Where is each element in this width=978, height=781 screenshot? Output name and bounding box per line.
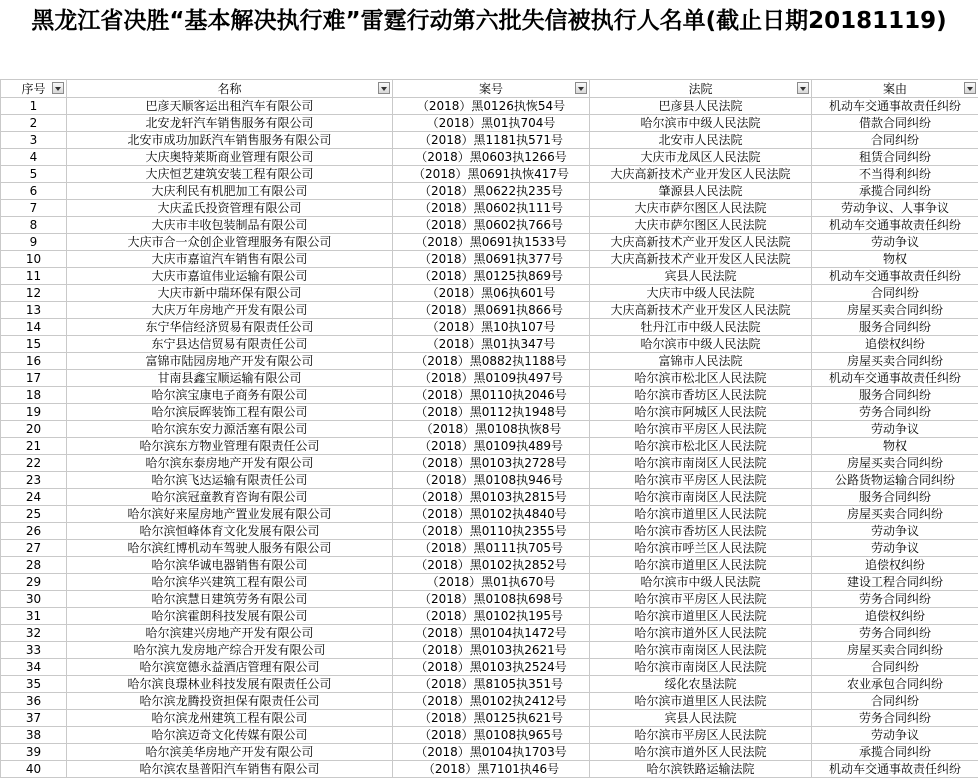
cell-name[interactable]: 大庆市嘉谊汽车销售有限公司 — [67, 251, 393, 268]
cell-court[interactable]: 哈尔滨市道里区人民法院 — [590, 506, 812, 523]
table-row — [1, 166, 978, 183]
cell-name[interactable]: 甘南县鑫宝顺运输有限公司 — [67, 370, 393, 387]
cell-case-number[interactable]: （2018）黑0104执1703号 — [393, 744, 590, 761]
table-row — [1, 676, 978, 693]
cell-court[interactable]: 大庆高新技术产业开发区人民法院 — [590, 166, 812, 183]
cell-index[interactable]: 24 — [1, 489, 67, 506]
cell-case-number[interactable]: （2018）黑06执601号 — [393, 285, 590, 302]
cell-case-number[interactable]: （2018）黑8105执351号 — [393, 676, 590, 693]
cell-case-number[interactable]: （2018）黑0602执766号 — [393, 217, 590, 234]
cell-cause[interactable]: 追偿权纠纷 — [812, 336, 978, 353]
table-row — [1, 115, 978, 132]
cell-court[interactable]: 哈尔滨市道里区人民法院 — [590, 608, 812, 625]
column-header-index[interactable] — [1, 80, 67, 98]
column-header-label: 案由 — [882, 81, 907, 96]
cell-case-number[interactable]: （2018）黑0691执1533号 — [393, 234, 590, 251]
dropdown-filter-icon[interactable] — [575, 82, 587, 94]
table-row — [1, 285, 978, 302]
cell-court[interactable]: 哈尔滨市道里区人民法院 — [590, 693, 812, 710]
cell-index[interactable]: 32 — [1, 625, 67, 642]
cell-name[interactable]: 哈尔滨好来屋房地产置业发展有限公司 — [67, 506, 393, 523]
table-row — [1, 506, 978, 523]
cell-index[interactable]: 12 — [1, 285, 67, 302]
cell-court[interactable]: 哈尔滨市香坊区人民法院 — [590, 523, 812, 540]
cell-cause[interactable]: 服务合同纠纷 — [812, 387, 978, 404]
cell-cause[interactable]: 合同纠纷 — [812, 132, 978, 149]
cell-name[interactable]: 大庆市丰收包装制品有限公司 — [67, 217, 393, 234]
cell-court[interactable]: 肇源县人民法院 — [590, 183, 812, 200]
cell-name[interactable]: 大庆市合一众创企业管理服务有限公司 — [67, 234, 393, 251]
cell-index[interactable]: 33 — [1, 642, 67, 659]
cell-name[interactable]: 哈尔滨九发房地产综合开发有限公司 — [67, 642, 393, 659]
cell-index[interactable]: 40 — [1, 761, 67, 778]
cell-name[interactable]: 哈尔滨霍朗科技发展有限公司 — [67, 608, 393, 625]
cell-case-number[interactable]: （2018）黑0882执1188号 — [393, 353, 590, 370]
cell-case-number[interactable]: （2018）黑0102执4840号 — [393, 506, 590, 523]
sheet-title: 黑龙江省决胜“基本解决执行难”雷霆行动第六批失信被执行人名单(截止日期20181119) — [31, 8, 947, 34]
cell-cause[interactable]: 房屋买卖合同纠纷 — [812, 642, 978, 659]
cell-name[interactable]: 哈尔滨恒峰体育文化发展有限公司 — [67, 523, 393, 540]
cell-court[interactable]: 北安市人民法院 — [590, 132, 812, 149]
table-row — [1, 642, 978, 659]
table-row — [1, 404, 978, 421]
table-row — [1, 574, 978, 591]
table-row — [1, 353, 978, 370]
data-table — [0, 79, 978, 778]
cell-cause[interactable]: 承揽合同纠纷 — [812, 744, 978, 761]
cell-case-number[interactable]: （2018）黑0109执489号 — [393, 438, 590, 455]
cell-cause[interactable]: 机动车交通事故责任纠纷 — [812, 761, 978, 778]
cell-court[interactable]: 哈尔滨市南岗区人民法院 — [590, 455, 812, 472]
table-row — [1, 727, 978, 744]
cell-index[interactable]: 38 — [1, 727, 67, 744]
cell-name[interactable]: 大庆市嘉谊伟业运输有限公司 — [67, 268, 393, 285]
cell-cause[interactable]: 农业承包合同纠纷 — [812, 676, 978, 693]
cell-case-number[interactable]: （2018）黑0125执869号 — [393, 268, 590, 285]
cell-case-number[interactable]: （2018）黑0602执111号 — [393, 200, 590, 217]
cell-court[interactable]: 宾县人民法院 — [590, 710, 812, 727]
cell-index[interactable]: 7 — [1, 200, 67, 217]
cell-cause[interactable]: 劳动争议 — [812, 727, 978, 744]
cell-index[interactable]: 25 — [1, 506, 67, 523]
cell-name[interactable]: 哈尔滨良璟林业科技发展有限责任公司 — [67, 676, 393, 693]
cell-court[interactable]: 大庆市中级人民法院 — [590, 285, 812, 302]
table-row — [1, 693, 978, 710]
cell-court[interactable]: 绥化农垦法院 — [590, 676, 812, 693]
cell-name[interactable]: 大庆利民有机肥加工有限公司 — [67, 183, 393, 200]
cell-case-number[interactable]: （2018）黑0112执1948号 — [393, 404, 590, 421]
cell-name[interactable]: 北安龙轩汽车销售服务有限公司 — [67, 115, 393, 132]
table-row — [1, 659, 978, 676]
cell-case-number[interactable]: （2018）黑0108执698号 — [393, 591, 590, 608]
table-row — [1, 421, 978, 438]
cell-index[interactable]: 36 — [1, 693, 67, 710]
column-header-label: 法院 — [688, 81, 713, 96]
column-header-label: 序号 — [21, 81, 46, 96]
cell-cause[interactable]: 房屋买卖合同纠纷 — [812, 455, 978, 472]
cell-cause[interactable]: 劳动争议 — [812, 540, 978, 557]
table-row — [1, 234, 978, 251]
cell-court[interactable]: 哈尔滨市中级人民法院 — [590, 336, 812, 353]
cell-name[interactable]: 巴彦天顺客运出租汽车有限公司 — [67, 98, 393, 115]
cell-name[interactable]: 哈尔滨东方物业管理有限责任公司 — [67, 438, 393, 455]
cell-name[interactable]: 哈尔滨红博机动车驾驶人服务有限公司 — [67, 540, 393, 557]
cell-court[interactable]: 哈尔滨市中级人民法院 — [590, 115, 812, 132]
cell-index[interactable]: 34 — [1, 659, 67, 676]
table-row — [1, 149, 978, 166]
cell-cause[interactable]: 服务合同纠纷 — [812, 489, 978, 506]
cell-name[interactable]: 北安市成功加跃汽车销售服务有限公司 — [67, 132, 393, 149]
cell-name[interactable]: 哈尔滨迈奇文化传媒有限公司 — [67, 727, 393, 744]
cell-name[interactable]: 哈尔滨慧日建筑劳务有限公司 — [67, 591, 393, 608]
cell-index[interactable]: 1 — [1, 98, 67, 115]
cell-case-number[interactable]: （2018）黑7101执46号 — [393, 761, 590, 778]
cell-court[interactable]: 哈尔滨市香坊区人民法院 — [590, 387, 812, 404]
cell-case-number[interactable]: （2018）黑0108执946号 — [393, 472, 590, 489]
table-row — [1, 336, 978, 353]
cell-index[interactable]: 20 — [1, 421, 67, 438]
cell-court[interactable]: 哈尔滨铁路运输法院 — [590, 761, 812, 778]
cell-name[interactable]: 哈尔滨飞达运输有限责任公司 — [67, 472, 393, 489]
cell-index[interactable]: 13 — [1, 302, 67, 319]
cell-index[interactable]: 21 — [1, 438, 67, 455]
cell-cause[interactable]: 劳动争议 — [812, 421, 978, 438]
cell-case-number[interactable]: （2018）黑0109执497号 — [393, 370, 590, 387]
column-header-name[interactable] — [67, 80, 393, 98]
cell-name[interactable]: 哈尔滨东泰房地产开发有限公司 — [67, 455, 393, 472]
cell-case-number[interactable]: （2018）黑0103执2728号 — [393, 455, 590, 472]
column-header-cause[interactable] — [812, 80, 978, 98]
table-row — [1, 387, 978, 404]
cell-index[interactable]: 2 — [1, 115, 67, 132]
cell-case-number[interactable]: （2018）黑0691执恢417号 — [393, 166, 590, 183]
table-row — [1, 319, 978, 336]
cell-index[interactable]: 30 — [1, 591, 67, 608]
cell-court[interactable]: 大庆市龙凤区人民法院 — [590, 149, 812, 166]
cell-name[interactable]: 东宁县达信贸易有限责任公司 — [67, 336, 393, 353]
table-row — [1, 625, 978, 642]
table-row — [1, 761, 978, 778]
cell-cause[interactable]: 机动车交通事故责任纠纷 — [812, 98, 978, 115]
cell-cause[interactable]: 机动车交通事故责任纠纷 — [812, 217, 978, 234]
table-row — [1, 472, 978, 489]
cell-name[interactable]: 大庆孟氏投资管理有限公司 — [67, 200, 393, 217]
cell-name[interactable]: 哈尔滨农垦普阳汽车销售有限公司 — [67, 761, 393, 778]
cell-name[interactable]: 哈尔滨冠童教育咨询有限公司 — [67, 489, 393, 506]
cell-name[interactable]: 大庆奥特莱斯商业管理有限公司 — [67, 149, 393, 166]
dropdown-filter-icon[interactable] — [797, 82, 809, 94]
cell-court[interactable]: 哈尔滨市道外区人民法院 — [590, 744, 812, 761]
cell-cause[interactable]: 劳动争议 — [812, 523, 978, 540]
cell-court[interactable]: 哈尔滨市平房区人民法院 — [590, 472, 812, 489]
cell-court[interactable]: 哈尔滨市呼兰区人民法院 — [590, 540, 812, 557]
cell-cause[interactable]: 服务合同纠纷 — [812, 319, 978, 336]
cell-name[interactable]: 东宁华信经济贸易有限责任公司 — [67, 319, 393, 336]
table-row — [1, 132, 978, 149]
cell-index[interactable]: 3 — [1, 132, 67, 149]
cell-case-number[interactable]: （2018）黑0691执866号 — [393, 302, 590, 319]
cell-cause[interactable]: 房屋买卖合同纠纷 — [812, 302, 978, 319]
cell-cause[interactable]: 追偿权纠纷 — [812, 608, 978, 625]
table-row — [1, 217, 978, 234]
cell-name[interactable]: 哈尔滨华兴建筑工程有限公司 — [67, 574, 393, 591]
cell-index[interactable]: 15 — [1, 336, 67, 353]
cell-cause[interactable]: 追偿权纠纷 — [812, 557, 978, 574]
cell-index[interactable]: 5 — [1, 166, 67, 183]
table-row — [1, 744, 978, 761]
cell-cause[interactable]: 房屋买卖合同纠纷 — [812, 353, 978, 370]
cell-index[interactable]: 27 — [1, 540, 67, 557]
cell-case-number[interactable]: （2018）黑0622执235号 — [393, 183, 590, 200]
cell-name[interactable]: 哈尔滨华诚电器销售有限公司 — [67, 557, 393, 574]
cell-cause[interactable]: 建设工程合同纠纷 — [812, 574, 978, 591]
cell-case-number[interactable]: （2018）黑0125执621号 — [393, 710, 590, 727]
cell-name[interactable]: 哈尔滨龙腾投资担保有限责任公司 — [67, 693, 393, 710]
cell-cause[interactable]: 机动车交通事故责任纠纷 — [812, 370, 978, 387]
cell-name[interactable]: 哈尔滨东安力源活塞有限公司 — [67, 421, 393, 438]
cell-court[interactable]: 哈尔滨市平房区人民法院 — [590, 591, 812, 608]
table-row — [1, 200, 978, 217]
table-row — [1, 251, 978, 268]
cell-court[interactable]: 哈尔滨市道外区人民法院 — [590, 625, 812, 642]
cell-cause[interactable]: 劳动争议 — [812, 234, 978, 251]
cell-court[interactable]: 哈尔滨市南岗区人民法院 — [590, 489, 812, 506]
column-header-case-number[interactable] — [393, 80, 590, 98]
cell-index[interactable]: 39 — [1, 744, 67, 761]
cell-index[interactable]: 35 — [1, 676, 67, 693]
cell-cause[interactable]: 机动车交通事故责任纠纷 — [812, 268, 978, 285]
table-row — [1, 268, 978, 285]
table-row — [1, 540, 978, 557]
cell-index[interactable]: 10 — [1, 251, 67, 268]
table-row — [1, 98, 978, 115]
cell-cause[interactable]: 物权 — [812, 251, 978, 268]
cell-case-number[interactable]: （2018）黑0108执965号 — [393, 727, 590, 744]
dropdown-filter-icon[interactable] — [52, 82, 64, 94]
cell-case-number[interactable]: （2018）黑0126执恢54号 — [393, 98, 590, 115]
cell-case-number[interactable]: （2018）黑0103执2621号 — [393, 642, 590, 659]
cell-cause[interactable]: 物权 — [812, 438, 978, 455]
cell-case-number[interactable]: （2018）黑0104执1472号 — [393, 625, 590, 642]
cell-case-number[interactable]: （2018）黑0102执2412号 — [393, 693, 590, 710]
cell-court[interactable]: 哈尔滨市阿城区人民法院 — [590, 404, 812, 421]
cell-cause[interactable]: 劳务合同纠纷 — [812, 625, 978, 642]
cell-name[interactable]: 大庆万年房地产开发有限公司 — [67, 302, 393, 319]
cell-court[interactable]: 牡丹江市中级人民法院 — [590, 319, 812, 336]
cell-court[interactable]: 哈尔滨市南岗区人民法院 — [590, 642, 812, 659]
cell-court[interactable]: 大庆高新技术产业开发区人民法院 — [590, 234, 812, 251]
cell-name[interactable]: 大庆市新中瑞环保有限公司 — [67, 285, 393, 302]
cell-index[interactable]: 17 — [1, 370, 67, 387]
cell-cause[interactable]: 承揽合同纠纷 — [812, 183, 978, 200]
cell-index[interactable]: 16 — [1, 353, 67, 370]
table-row — [1, 302, 978, 319]
cell-name[interactable]: 哈尔滨宝康电子商务有限公司 — [67, 387, 393, 404]
table-row — [1, 523, 978, 540]
cell-court[interactable]: 大庆市萨尔图区人民法院 — [590, 217, 812, 234]
cell-case-number[interactable]: （2018）黑0102执195号 — [393, 608, 590, 625]
cell-index[interactable]: 18 — [1, 387, 67, 404]
cell-name[interactable]: 哈尔滨建兴房地产开发有限公司 — [67, 625, 393, 642]
table-row — [1, 183, 978, 200]
cell-cause[interactable]: 合同纠纷 — [812, 693, 978, 710]
cell-case-number[interactable]: （2018）黑01执704号 — [393, 115, 590, 132]
cell-cause[interactable]: 房屋买卖合同纠纷 — [812, 506, 978, 523]
cell-name[interactable]: 哈尔滨辰晖装饰工程有限公司 — [67, 404, 393, 421]
cell-name[interactable]: 哈尔滨宽德永益酒店管理有限公司 — [67, 659, 393, 676]
cell-case-number[interactable]: （2018）黑0111执705号 — [393, 540, 590, 557]
cell-case-number[interactable]: （2018）黑1181执571号 — [393, 132, 590, 149]
cell-court[interactable]: 大庆高新技术产业开发区人民法院 — [590, 302, 812, 319]
cell-court[interactable]: 哈尔滨市松北区人民法院 — [590, 438, 812, 455]
dropdown-filter-icon[interactable] — [378, 82, 390, 94]
cell-case-number[interactable]: （2018）黑0110执2046号 — [393, 387, 590, 404]
cell-cause[interactable]: 租赁合同纠纷 — [812, 149, 978, 166]
cell-index[interactable]: 19 — [1, 404, 67, 421]
cell-cause[interactable]: 劳务合同纠纷 — [812, 710, 978, 727]
column-header-label: 案号 — [478, 81, 503, 96]
cell-index[interactable]: 11 — [1, 268, 67, 285]
cell-case-number[interactable]: （2018）黑0603执1266号 — [393, 149, 590, 166]
cell-cause[interactable]: 劳务合同纠纷 — [812, 404, 978, 421]
cell-index[interactable]: 14 — [1, 319, 67, 336]
table-row — [1, 455, 978, 472]
cell-case-number[interactable]: （2018）黑0102执2852号 — [393, 557, 590, 574]
cell-index[interactable]: 37 — [1, 710, 67, 727]
cell-cause[interactable]: 公路货物运输合同纠纷 — [812, 472, 978, 489]
table-row — [1, 489, 978, 506]
cell-court[interactable]: 富锦市人民法院 — [590, 353, 812, 370]
column-header-court[interactable] — [590, 80, 812, 98]
cell-index[interactable]: 28 — [1, 557, 67, 574]
cell-court[interactable]: 巴彦县人民法院 — [590, 98, 812, 115]
cell-case-number[interactable]: （2018）黑10执107号 — [393, 319, 590, 336]
cell-cause[interactable]: 借款合同纠纷 — [812, 115, 978, 132]
table-row — [1, 591, 978, 608]
cell-index[interactable]: 26 — [1, 523, 67, 540]
cell-index[interactable]: 22 — [1, 455, 67, 472]
table-row — [1, 438, 978, 455]
cell-court[interactable]: 大庆市萨尔图区人民法院 — [590, 200, 812, 217]
cell-index[interactable]: 29 — [1, 574, 67, 591]
cell-court[interactable]: 宾县人民法院 — [590, 268, 812, 285]
cell-court[interactable]: 哈尔滨市平房区人民法院 — [590, 421, 812, 438]
cell-court[interactable]: 大庆高新技术产业开发区人民法院 — [590, 251, 812, 268]
cell-case-number[interactable]: （2018）黑0108执恢8号 — [393, 421, 590, 438]
cell-cause[interactable]: 劳务合同纠纷 — [812, 591, 978, 608]
cell-name[interactable]: 大庆恒艺建筑安装工程有限公司 — [67, 166, 393, 183]
cell-index[interactable]: 4 — [1, 149, 67, 166]
header-row — [1, 80, 978, 98]
cell-index[interactable]: 6 — [1, 183, 67, 200]
cell-index[interactable]: 8 — [1, 217, 67, 234]
cell-court[interactable]: 哈尔滨市南岗区人民法院 — [590, 659, 812, 676]
cell-court[interactable]: 哈尔滨市平房区人民法院 — [590, 727, 812, 744]
table-row — [1, 370, 978, 387]
cell-case-number[interactable]: （2018）黑0103执2815号 — [393, 489, 590, 506]
dropdown-filter-icon[interactable] — [964, 82, 976, 94]
table-row — [1, 557, 978, 574]
cell-name[interactable]: 哈尔滨龙州建筑工程有限公司 — [67, 710, 393, 727]
cell-cause[interactable]: 合同纠纷 — [812, 285, 978, 302]
cell-name[interactable]: 富锦市陆园房地产开发有限公司 — [67, 353, 393, 370]
table-row — [1, 608, 978, 625]
cell-court[interactable]: 哈尔滨市道里区人民法院 — [590, 557, 812, 574]
cell-case-number[interactable]: （2018）黑0110执2355号 — [393, 523, 590, 540]
cell-case-number[interactable]: （2018）黑0691执377号 — [393, 251, 590, 268]
cell-cause[interactable]: 合同纠纷 — [812, 659, 978, 676]
cell-index[interactable]: 31 — [1, 608, 67, 625]
cell-case-number[interactable]: （2018）黑01执347号 — [393, 336, 590, 353]
cell-cause[interactable]: 劳动争议、人事争议 — [812, 200, 978, 217]
cell-court[interactable]: 哈尔滨市中级人民法院 — [590, 574, 812, 591]
cell-case-number[interactable]: （2018）黑0103执2524号 — [393, 659, 590, 676]
cell-cause[interactable]: 不当得利纠纷 — [812, 166, 978, 183]
table-row — [1, 710, 978, 727]
cell-court[interactable]: 哈尔滨市松北区人民法院 — [590, 370, 812, 387]
cell-case-number[interactable]: （2018）黑01执670号 — [393, 574, 590, 591]
cell-index[interactable]: 23 — [1, 472, 67, 489]
cell-name[interactable]: 哈尔滨美华房地产开发有限公司 — [67, 744, 393, 761]
cell-index[interactable]: 9 — [1, 234, 67, 251]
column-header-label: 名称 — [217, 81, 242, 96]
